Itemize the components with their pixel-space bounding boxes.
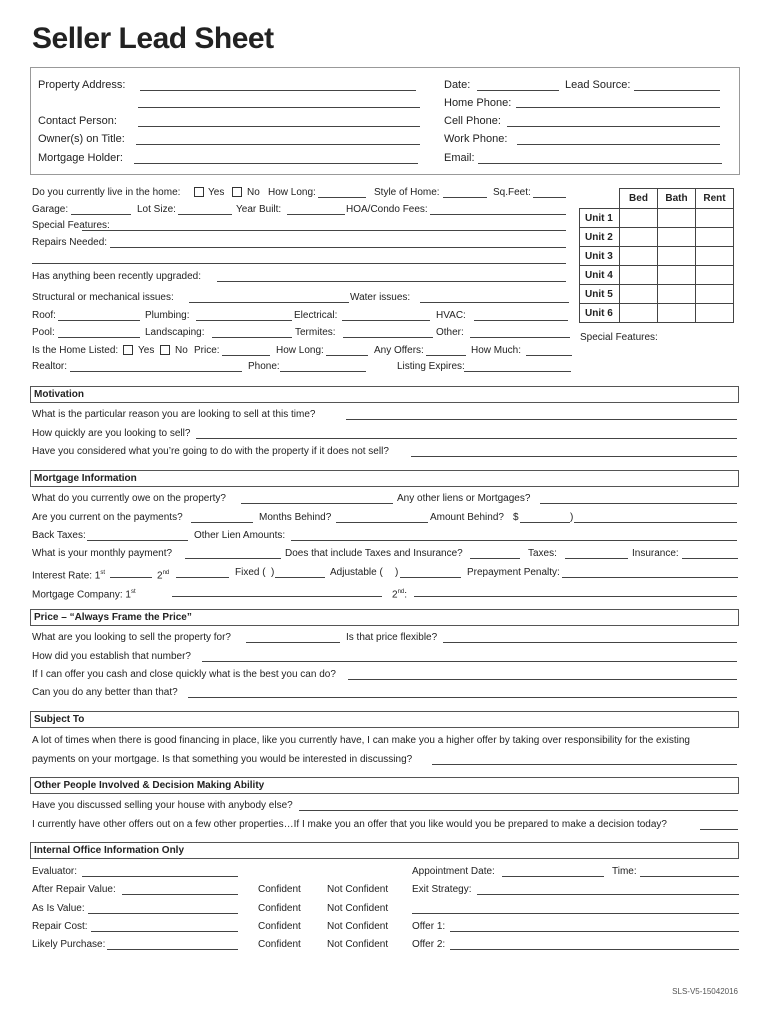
mortgage-company-2-field[interactable] — [414, 596, 737, 597]
phone-field[interactable] — [280, 371, 366, 372]
unit-1-bed[interactable] — [620, 209, 658, 228]
repair-cost-label: Repair Cost: — [32, 921, 88, 932]
likely-confident[interactable]: Confident — [258, 939, 301, 950]
recently-upgraded-field[interactable] — [217, 281, 566, 282]
how-long2-label: How Long: — [276, 345, 324, 356]
garage-label: Garage: — [32, 204, 69, 215]
prepayment-label: Prepayment Penalty: — [467, 567, 560, 578]
mortgage-company-text: Mortgage Company: 1 — [32, 589, 131, 601]
bath-header: Bath — [658, 189, 696, 209]
special-features-field[interactable] — [82, 230, 566, 231]
price-heading: Price – “Always Frame the Price” — [34, 612, 192, 623]
decision-heading: Other People Involved & Decision Making Ability — [34, 780, 265, 791]
fixed-field[interactable] — [275, 577, 325, 578]
decision-q1-label: Have you discussed selling your house with anybody else? — [32, 800, 293, 811]
style-of-home-label: Style of Home: — [374, 187, 440, 198]
unit-3-rent[interactable] — [696, 247, 734, 266]
interest-rate-label — [32, 567, 105, 582]
unit-3-bed[interactable] — [620, 247, 658, 266]
as-is-label: As Is Value: — [32, 903, 85, 914]
date-label: Date: — [444, 79, 471, 91]
how-much-label: How Much: — [471, 345, 522, 356]
amount-paren: ) — [570, 512, 574, 523]
unit-6-label: Unit 6 — [580, 304, 620, 323]
email-label: Email: — [444, 152, 475, 164]
establish-label: How did you establish that number? — [32, 651, 191, 662]
arv-not-confident[interactable]: Not Confident — [327, 884, 389, 895]
prepayment-field[interactable] — [562, 577, 738, 578]
include-taxes-label: Does that include Taxes and Insurance? — [285, 548, 463, 559]
listing-expires-field[interactable] — [464, 371, 571, 372]
contact-box — [30, 67, 740, 175]
back-taxes-field[interactable] — [87, 540, 188, 541]
current-field[interactable] — [191, 522, 253, 523]
adjustable-close: ) — [395, 567, 399, 578]
offer2-field[interactable] — [450, 949, 739, 950]
owe-field[interactable] — [241, 503, 393, 504]
motivation-header — [30, 386, 739, 403]
unit-2-rent[interactable] — [696, 228, 734, 247]
no-label: No — [247, 187, 260, 198]
unit-4-bed[interactable] — [620, 266, 658, 285]
any-offers-field[interactable] — [426, 355, 466, 356]
form-code: SLS-V5-15042016 — [672, 987, 738, 996]
first-suffix: st — [100, 570, 106, 576]
plumbing-field[interactable] — [196, 320, 292, 321]
evaluator-label: Evaluator: — [32, 866, 78, 877]
appointment-date-label: Appointment Date: — [412, 866, 495, 877]
price-label: Price: — [194, 345, 220, 356]
garage-field[interactable] — [71, 214, 131, 215]
include-taxes-field[interactable] — [470, 558, 520, 559]
repair-confident[interactable]: Confident — [258, 921, 301, 932]
live-in-home-label: Do you currently live in the home: — [32, 187, 181, 198]
adjustable-label: Adjustable ( — [330, 567, 383, 578]
dollar-sign: $ — [513, 512, 519, 523]
property-address-label: Property Address: — [38, 79, 126, 91]
subject-to-line2: payments on your mortgage. Is that something you would be interested in discussing? — [32, 754, 413, 765]
unit-6-bath[interactable] — [658, 304, 696, 323]
decision-q2-field[interactable] — [700, 829, 738, 830]
realtor-label: Realtor: — [32, 361, 68, 372]
contact-person-field[interactable] — [138, 126, 420, 127]
liens-field[interactable] — [540, 503, 737, 504]
mortgage-holder-label: Mortgage Holder: — [38, 152, 123, 164]
landscaping-label: Landscaping: — [145, 327, 205, 338]
decision-q2-label: I currently have other offers out on a few other properties…If I make you an offer that you like would you be prepared to make a decision today? — [32, 819, 667, 830]
other-label: Other: — [436, 327, 464, 338]
cash-close-label: If I can offer you cash and close quickly what is the best you can do? — [32, 669, 336, 680]
arv-confident[interactable]: Confident — [258, 884, 301, 895]
property-address-field[interactable] — [140, 90, 416, 91]
time-label: Time: — [612, 866, 637, 877]
arv-label: After Repair Value: — [32, 884, 116, 895]
listed-no-label: No — [175, 345, 188, 356]
landscaping-field[interactable] — [212, 337, 292, 338]
style-of-home-field[interactable] — [443, 197, 487, 198]
property-address-field-2[interactable] — [138, 107, 420, 108]
electrical-field[interactable] — [342, 320, 430, 321]
unit-1-rent[interactable] — [696, 209, 734, 228]
hvac-field[interactable] — [474, 320, 568, 321]
units-special-features-label: Special Features: — [580, 332, 658, 343]
second-rate-label — [157, 567, 169, 582]
repairs-needed-label: Repairs Needed: — [32, 237, 108, 248]
offer2-label: Offer 2: — [412, 939, 446, 950]
table-corner — [580, 189, 620, 209]
exit-strategy-field[interactable] — [477, 894, 739, 895]
termites-label: Termites: — [295, 327, 336, 338]
likely-purchase-label: Likely Purchase: — [32, 939, 106, 950]
listed-no-checkbox[interactable] — [160, 345, 170, 355]
listed-yes-checkbox[interactable] — [123, 345, 133, 355]
cash-close-field[interactable] — [348, 679, 737, 680]
units-table — [579, 188, 734, 323]
lot-size-label: Lot Size: — [137, 204, 176, 215]
lot-size-field[interactable] — [178, 214, 232, 215]
liens-label: Any other liens or Mortgages? — [397, 493, 531, 504]
repair-cost-field[interactable] — [91, 931, 238, 932]
any-better-label: Can you do any better than that? — [32, 687, 178, 698]
home-phone-field[interactable] — [516, 107, 720, 108]
sell-for-field[interactable] — [246, 642, 340, 643]
motivation-q3-label: Have you considered what you’re going to do with the property if it does not sell? — [32, 446, 389, 457]
flexible-label: Is that price flexible? — [346, 632, 438, 643]
cell-phone-label: Cell Phone: — [444, 115, 501, 127]
owners-on-title-field[interactable] — [136, 144, 420, 145]
repair-not-confident[interactable]: Not Confident — [327, 921, 389, 932]
page-title: Seller Lead Sheet — [32, 22, 274, 55]
mc2-colon: : — [404, 589, 408, 601]
mc2-text: 2 — [392, 589, 398, 601]
rent-header: Rent — [696, 189, 734, 209]
hvac-label: HVAC: — [436, 310, 466, 321]
offer1-label: Offer 1: — [412, 921, 446, 932]
unit-3-label: Unit 3 — [580, 247, 620, 266]
motivation-q2-field[interactable] — [196, 438, 737, 439]
likely-purchase-field[interactable] — [107, 949, 238, 950]
listed-yes-label: Yes — [138, 345, 155, 356]
insurance-label: Insurance: — [632, 548, 679, 559]
structural-label: Structural or mechanical issues: — [32, 292, 174, 303]
yes-label: Yes — [208, 187, 225, 198]
taxes-label: Taxes: — [528, 548, 557, 559]
unit-3-bath[interactable] — [658, 247, 696, 266]
owe-label: What do you currently owe on the property? — [32, 493, 226, 504]
insurance-field[interactable] — [682, 558, 738, 559]
phone-label: Phone: — [248, 361, 280, 372]
interest-rate-1-field[interactable] — [110, 577, 152, 578]
sell-for-label: What are you looking to sell the property for? — [32, 632, 231, 643]
motivation-heading: Motivation — [34, 389, 84, 400]
home-listed-label: Is the Home Listed: — [32, 345, 119, 356]
mortgage-company-2-label — [392, 586, 407, 601]
decision-q1-field[interactable] — [299, 810, 738, 811]
other-field[interactable] — [470, 337, 570, 338]
motivation-q3-field[interactable] — [411, 456, 737, 457]
flexible-field[interactable] — [443, 642, 737, 643]
how-long-field[interactable] — [318, 197, 366, 198]
recently-upgraded-label: Has anything been recently upgraded: — [32, 271, 202, 282]
other-lien-field[interactable] — [291, 540, 737, 541]
pool-field[interactable] — [58, 337, 140, 338]
hoa-fees-label: HOA/Condo Fees: — [346, 204, 428, 215]
motivation-q1-label: What is the particular reason you are looking to sell at this time? — [32, 409, 316, 420]
amount-behind-field-2[interactable] — [574, 522, 737, 523]
termites-field[interactable] — [343, 337, 433, 338]
repairs-needed-field[interactable] — [110, 247, 566, 248]
evaluator-field[interactable] — [82, 876, 238, 877]
hoa-fees-field[interactable] — [430, 214, 566, 215]
mortgage-holder-field[interactable] — [134, 163, 418, 164]
subject-to-line1: A lot of times when there is good financing in place, like you currently have, I can make you a higher offer by taking over responsibility for the existing — [32, 735, 690, 746]
mc-first-suffix: st — [130, 589, 136, 595]
monthly-payment-field[interactable] — [185, 558, 281, 559]
time-field[interactable] — [640, 876, 739, 877]
subject-to-header — [30, 711, 739, 728]
unit-5-label: Unit 5 — [580, 285, 620, 304]
amount-behind-label: Amount Behind? — [430, 512, 504, 523]
as-is-not-confident[interactable]: Not Confident — [327, 903, 389, 914]
unit-1-label: Unit 1 — [580, 209, 620, 228]
exit-strategy-field-2[interactable] — [412, 913, 739, 914]
price-header — [30, 609, 739, 626]
unit-6-bed[interactable] — [620, 304, 658, 323]
owners-on-title-label: Owner(s) on Title: — [38, 133, 125, 145]
lead-source-field[interactable] — [634, 90, 720, 91]
listing-expires-label: Listing Expires: — [397, 361, 465, 372]
interest-rate-text: Interest Rate: 1 — [32, 570, 101, 582]
likely-not-confident[interactable]: Not Confident — [327, 939, 389, 950]
realtor-field[interactable] — [70, 371, 242, 372]
unit-5-rent[interactable] — [696, 285, 734, 304]
motivation-q2-label: How quickly are you looking to sell? — [32, 428, 191, 439]
water-issues-label: Water issues: — [350, 292, 411, 303]
sqfeet-label: Sq.Feet: — [493, 187, 531, 198]
mortgage-company-1-field[interactable] — [172, 596, 382, 597]
other-lien-label: Other Lien Amounts: — [194, 530, 286, 541]
second-text: 2 — [157, 570, 163, 582]
repairs-needed-field-2[interactable] — [32, 263, 566, 264]
unit-6-rent[interactable] — [696, 304, 734, 323]
adjustable-field[interactable] — [400, 577, 461, 578]
interest-rate-2-field[interactable] — [176, 577, 229, 578]
home-phone-label: Home Phone: — [444, 97, 512, 109]
motivation-q1-field[interactable] — [346, 419, 737, 420]
pool-label: Pool: — [32, 327, 55, 338]
lead-source-label: Lead Source: — [565, 79, 631, 91]
unit-2-label: Unit 2 — [580, 228, 620, 247]
subject-to-field[interactable] — [432, 764, 737, 765]
office-header — [30, 842, 739, 859]
arv-field[interactable] — [122, 894, 238, 895]
amount-behind-field[interactable] — [520, 522, 570, 523]
bed-header: Bed — [620, 189, 658, 209]
unit-2-bath[interactable] — [658, 228, 696, 247]
appointment-date-field[interactable] — [502, 876, 604, 877]
unit-4-label: Unit 4 — [580, 266, 620, 285]
how-much-field[interactable] — [526, 355, 572, 356]
unit-2-bed[interactable] — [620, 228, 658, 247]
live-yes-checkbox[interactable] — [194, 187, 204, 197]
any-offers-label: Any Offers: — [374, 345, 424, 356]
year-built-field[interactable] — [287, 214, 345, 215]
fixed-label: Fixed ( — [235, 567, 266, 578]
date-field[interactable] — [477, 90, 559, 91]
exit-strategy-label: Exit Strategy: — [412, 884, 472, 895]
months-behind-label: Months Behind? — [259, 512, 332, 523]
work-phone-label: Work Phone: — [444, 133, 508, 145]
roof-field[interactable] — [58, 320, 140, 321]
year-built-label: Year Built: — [236, 204, 282, 215]
months-behind-field[interactable] — [336, 522, 428, 523]
taxes-field[interactable] — [565, 558, 628, 559]
structural-field[interactable] — [189, 302, 349, 303]
work-phone-field[interactable] — [517, 144, 720, 145]
unit-4-rent[interactable] — [696, 266, 734, 285]
as-is-confident[interactable]: Confident — [258, 903, 301, 914]
decision-header — [30, 777, 739, 794]
special-features-label: Special Features: — [32, 220, 110, 231]
plumbing-label: Plumbing: — [145, 310, 190, 321]
unit-4-bath[interactable] — [658, 266, 696, 285]
mc-second-suffix: nd — [397, 589, 405, 595]
sqfeet-field[interactable] — [533, 197, 566, 198]
contact-person-label: Contact Person: — [38, 115, 117, 127]
mortgage-heading: Mortgage Information — [34, 473, 137, 484]
subject-to-heading: Subject To — [34, 714, 85, 725]
as-is-field[interactable] — [88, 913, 238, 914]
monthly-payment-label: What is your monthly payment? — [32, 548, 173, 559]
electrical-label: Electrical: — [294, 310, 338, 321]
mortgage-header — [30, 470, 739, 487]
back-taxes-label: Back Taxes: — [32, 530, 86, 541]
price-field[interactable] — [222, 355, 270, 356]
email-field[interactable] — [478, 163, 722, 164]
offer1-field[interactable] — [450, 931, 739, 932]
unit-5-bath[interactable] — [658, 285, 696, 304]
current-label: Are you current on the payments? — [32, 512, 183, 523]
roof-label: Roof: — [32, 310, 56, 321]
fixed-close: ) — [271, 567, 275, 578]
live-no-checkbox[interactable] — [232, 187, 242, 197]
any-better-field[interactable] — [188, 697, 737, 698]
unit-1-bath[interactable] — [658, 209, 696, 228]
establish-field[interactable] — [202, 661, 737, 662]
office-heading: Internal Office Information Only — [34, 845, 185, 856]
how-long2-field[interactable] — [326, 355, 368, 356]
second-suffix: nd — [162, 570, 170, 576]
how-long-label: How Long: — [268, 187, 316, 198]
unit-5-bed[interactable] — [620, 285, 658, 304]
mortgage-company-label — [32, 586, 136, 601]
cell-phone-field[interactable] — [507, 126, 720, 127]
water-issues-field[interactable] — [420, 302, 569, 303]
